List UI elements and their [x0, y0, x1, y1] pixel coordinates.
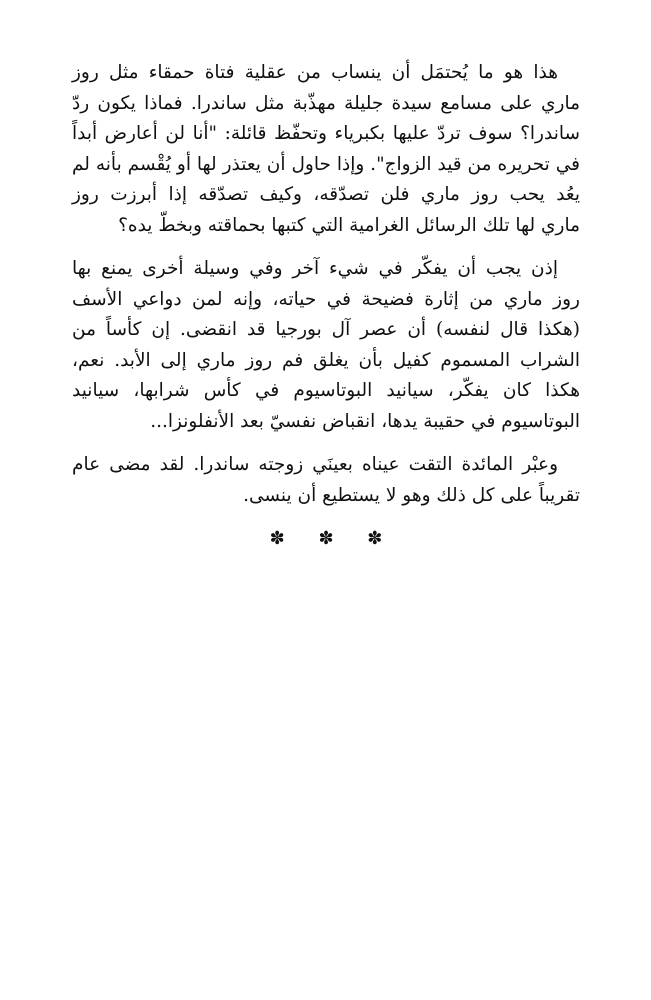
text-line: في تحريره من قيد الزواج". وإذا حاول أن يعتذر لها أو يُقْسم بأنه لم — [72, 153, 580, 175]
text-line: ماري على مسامع سيدة جليلة مهذّبة مثل ساندرا. فماذا يكون ردّ — [72, 92, 580, 114]
text-line: وعبْر المائدة التقت عيناه بعينَي زوجته ساندرا. لقد مضى عام — [72, 454, 558, 475]
paragraph-3 — [72, 450, 580, 511]
book-page — [72, 58, 580, 555]
text-line: روز ماري من إثارة فضيحة في حياته، وإنه لمن دواعي الأسف — [72, 288, 580, 310]
paragraph-1 — [72, 58, 580, 241]
text-line: ماري لها تلك الرسائل الغرامية التي كتبها بحماقته وبخطّ يده؟ — [118, 214, 580, 236]
text-line: البوتاسيوم في حقيبة يدها، انقباض نفسيّ بعد الأنفلونزا... — [150, 410, 580, 432]
text-line: هذا هو ما يُحتمَل أن ينساب من عقلية فتاة حمقاء مثل روز — [72, 62, 558, 83]
text-line: يعُد يحب روز ماري فلن تصدّقه، وكيف تصدّقه إذا أبرزت روز — [72, 184, 580, 205]
text-line: (هكذا قال لنفسه) أن عصر آل بورجيا قد انقضى. إن كأساً من — [72, 319, 580, 340]
text-line: إذن يجب أن يفكّر في شيء آخر وفي وسيلة أخرى يمنع بها — [72, 258, 558, 279]
section-separator: ✽ ✽ ✽ — [269, 528, 397, 549]
text-line: الشراب المسموم كفيل بأن يغلق فم روز ماري إلى الأبد. نعم، — [72, 349, 580, 371]
text-line: تقريباً على كل ذلك وهو لا يستطيع أن ينسى. — [243, 484, 580, 506]
text-line: ساندرا؟ سوف تردّ عليها بكبرياء وتحفّظ قائلة: "أنا لن أعارض أبداً — [72, 123, 580, 144]
paragraph-2 — [72, 254, 580, 437]
text-line: هكذا كان يفكّر، سيانيد البوتاسيوم في كأس شرابها، سيانيد — [72, 380, 580, 401]
